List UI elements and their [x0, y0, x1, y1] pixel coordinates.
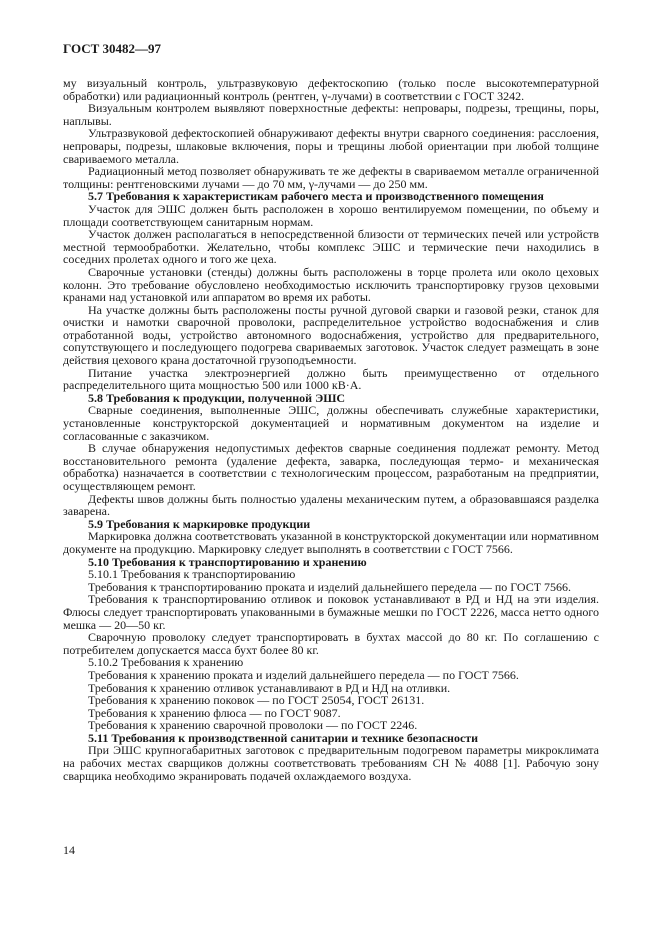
subsection-heading: 5.10.1 Требования к транспортированию — [88, 567, 296, 582]
page-number: 14 — [63, 843, 75, 857]
section-heading: 5.9 Требования к маркировке продукции — [88, 516, 311, 531]
section-heading: 5.8 Требования к продукции, полученной ЭШС — [88, 390, 346, 405]
paragraph: В случае обнаружения недопустимых дефектов сварные соединения подлежат ремонту. Метод восстановительного ремонта (удаление дефекта, заварка, последующая термо- и механическая обработка) назначается в соответствии с технологическим процессом, разработаным на предприятии, осуществляющем ремонт. — [63, 441, 599, 493]
paragraph: Участок для ЭШС должен быть расположен в хорошо вентилируемом помещении, по объему и площади соответствующем санитарным нормам. — [63, 201, 599, 229]
paragraph: Требования к транспортированию отливок и поковок устанавливают в РД и НД на эти изделия. Флюсы следует транспортировать упакованными в бумажные мешки по ГОСТ 2226, масса нетто одного мешка — 20—50 кг. — [63, 592, 599, 632]
paragraph: Сварочные установки (стенды) должны быть расположены в торце пролета или около цеховых колонн. Это требование обусловлено необходимостью исключить транспортировку грузов цеховыми кранами над установкой или аппаратом во время их работы. — [63, 264, 599, 305]
paragraph: Питание участка электроэнергией должно быть преимущественно от отдельного распределительного щита мощностью 500 или 1000 кВ·А. — [63, 365, 599, 393]
paragraph: Требования к хранению флюса — по ГОСТ 9087. — [88, 705, 341, 720]
paragraph: Требования к хранению проката и изделий дальнейшего передела — по ГОСТ 7566. — [88, 667, 519, 682]
paragraph: Визуальным контролем выявляют поверхностные дефекты: непровары, подрезы, трещины, поры, наплывы. — [63, 101, 599, 128]
paragraph: Ультразвуковой дефектоскопией обнаруживают дефекты внутри сварного соединения: расслоения, непровары, подрезы, шлаковые включения, поры и трещины любой ориентации при любой толщине свариваемого металла. — [63, 126, 599, 166]
paragraph: Требования к хранению поковок — по ГОСТ 25054, ГОСТ 26131. — [88, 693, 425, 708]
paragraph: Требования к хранению отливок устанавливают в РД и НД на отливки. — [88, 680, 451, 695]
document-header: ГОСТ 30482—97 — [63, 41, 162, 56]
paragraph: Радиационный метод позволяет обнаруживать те же дефекты в свариваемом металле ограниченной толщины: рентгеновскими лучами — до 70 мм, γ-лучами — до 250 мм. — [63, 164, 599, 191]
paragraph: Сварные соединения, выполненные ЭШС, должны обеспечивать служебные характеристики, установленные конструкторской документацией и нормативным документом на изделие и согласованные с заказчиком. — [63, 403, 599, 443]
paragraph: Дефекты швов должны быть полностью удалены механическим путем, а образовавшаяся разделка заварена. — [63, 491, 599, 519]
paragraph: Требования к транспортированию проката и изделий дальнейшего передела — по ГОСТ 7566. — [88, 579, 572, 594]
section-heading: 5.10 Требования к транспортированию и хранению — [88, 554, 367, 569]
paragraph: Участок должен располагаться в непосредственной близости от термических печей или устройств местной термообработки. Желательно, чтобы комплекс ЭШС и термические печи находились в соседних пролетах одного и того же цеха. — [63, 227, 599, 267]
section-heading: 5.7 Требования к характеристикам рабочего места и производственного помещения — [88, 189, 544, 204]
paragraph: Маркировка должна соответствовать указанной в конструкторской документации или нормативном документе на продукцию. Маркировку следует выполнять в соответствии с ГОСТ 7566. — [63, 529, 599, 556]
paragraph: На участке должны быть расположены посты ручной дуговой сварки и газовой резки, станок для очистки и намотки сварочной проволоки, распределительное устройство водоснабжения и слив отработанной воды, устройство автономного водоснабжения, устройство для предварительного, сопутствующего и последующего подогрева свариваемых заготовок. Участок следует размещать в зоне действия цехового крана достаточной грузоподъемности. — [63, 302, 599, 368]
paragraph: Требования к хранению сварочной проволоки — по ГОСТ 2246. — [88, 718, 418, 733]
document-body — [63, 77, 599, 782]
paragraph: При ЭШС крупногабаритных заготовок с предварительным подогревом параметры микроклимата на рабочих местах сварщиков должны соответствовать требованиям СН № 4088 [1]. Рабочую зону сварщика необходимо экранировать подачей охлаждаемого воздуха. — [63, 743, 599, 783]
subsection-heading: 5.10.2 Требования к хранению — [88, 655, 244, 670]
section-heading: 5.11 Требования к производственной санитарии и технике безопасности — [88, 730, 479, 745]
paragraph: му визуальный контроль, ультразвуковую дефектоскопию (только после высокотемпературной обработки) или радиационный контроль (рентген, γ-лучами) в соответствии с ГОСТ 3242. — [63, 76, 599, 103]
paragraph: Сварочную проволоку следует транспортировать в бухтах массой до 80 кг. По соглашению с потребителем допускается масса бухт более 80 кг. — [63, 630, 599, 657]
